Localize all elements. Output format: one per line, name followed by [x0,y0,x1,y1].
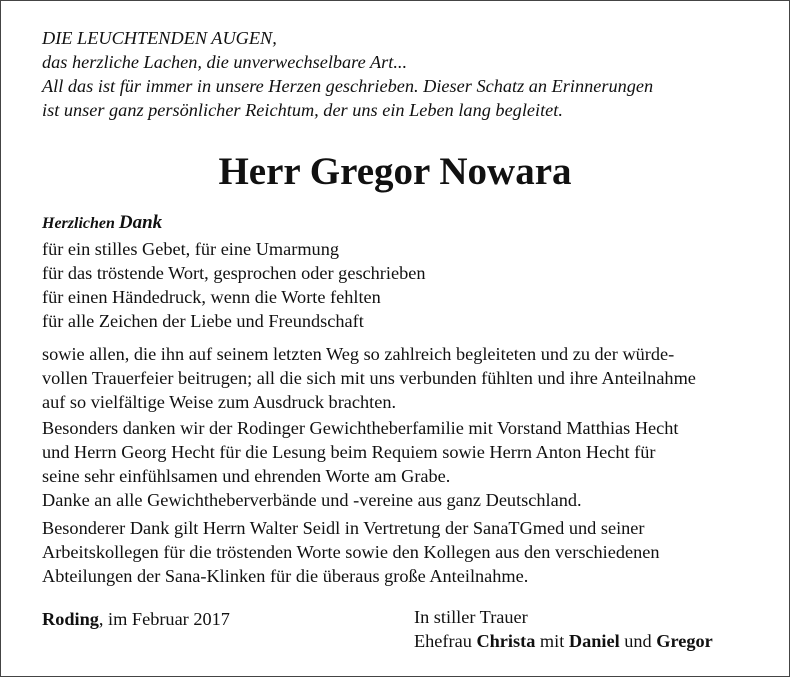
poem-line-1: DIE LEUCHTENDEN AUGEN, [42,28,277,48]
poem-line-3: All das ist für immer in unsere Herzen geschrieben. Dieser Schatz an Erinnerungen [42,76,654,96]
thanks-list-item: für einen Händedruck, wenn die Worte fehlten [42,287,381,307]
deceased-name: Herr Gregor Nowara [218,150,572,193]
place-date [42,607,230,631]
connector-und: und [619,631,657,651]
son-name-1: Daniel [568,631,620,651]
thanks-list-item: für alle Zeichen der Liebe und Freundschaft [42,311,364,331]
paragraph-2-line: Danke an alle Gewichtheberverbände und -vereine aus ganz Deutschland. [42,490,582,510]
thanks-heading [42,211,162,236]
thanks-list-item: für das tröstende Wort, gesprochen oder geschrieben [42,263,426,283]
paragraph-3-line: Abteilungen der Sana-Klinken für die überaus große Anteilnahme. [42,566,529,586]
paragraph-2-line: und Herrn Georg Hecht für die Lesung beim Requiem sowie Herrn Anton Hecht für [42,442,656,462]
paragraph-3-line: Besonderer Dank gilt Herrn Walter Seidl in Vertretung der SanaTGmed und seiner [42,518,645,538]
mourning-line-1: In stiller Trauer [414,607,528,627]
wife-prefix: Ehefrau [414,631,477,651]
paragraph-2-line: seine sehr einfühlsamen und ehrenden Worte am Grabe. [42,466,451,486]
paragraph-2-line: Besonders danken wir der Rodinger Gewichtheberfamilie mit Vorstand Matthias Hecht [42,418,679,438]
poem-line-4: ist unser ganz persönlicher Reichtum, der uns ein Leben lang begleitet. [42,100,563,120]
paragraph-3-line: Arbeitskollegen für die tröstenden Worte sowie den Kollegen aus den verschiedenen [42,542,660,562]
connector-mit: mit [535,631,569,651]
place: Roding [42,609,99,629]
wife-name: Christa [476,631,536,651]
thanks-list-item: für ein stilles Gebet, für eine Umarmung [42,239,339,259]
paragraph-1-line: auf so vielfältige Weise zum Ausdruck brachten. [42,392,397,412]
thanks-heading-part1: Herzlichen [42,215,115,232]
date: , im Februar 2017 [98,609,230,629]
paragraph-1-line: vollen Trauerfeier beitrugen; all die sich mit uns verbunden fühlten und ihre Anteilnahme [42,368,696,388]
paragraph-1-line: sowie allen, die ihn auf seinem letzten Weg so zahlreich begleiteten und zu der würde- [42,344,675,364]
son-name-2: Gregor [656,631,713,651]
mourning-families [414,629,713,653]
poem-line-2: das herzliche Lachen, die unverwechselbare Art... [42,52,408,72]
thanks-heading-part2: Dank [118,212,163,233]
